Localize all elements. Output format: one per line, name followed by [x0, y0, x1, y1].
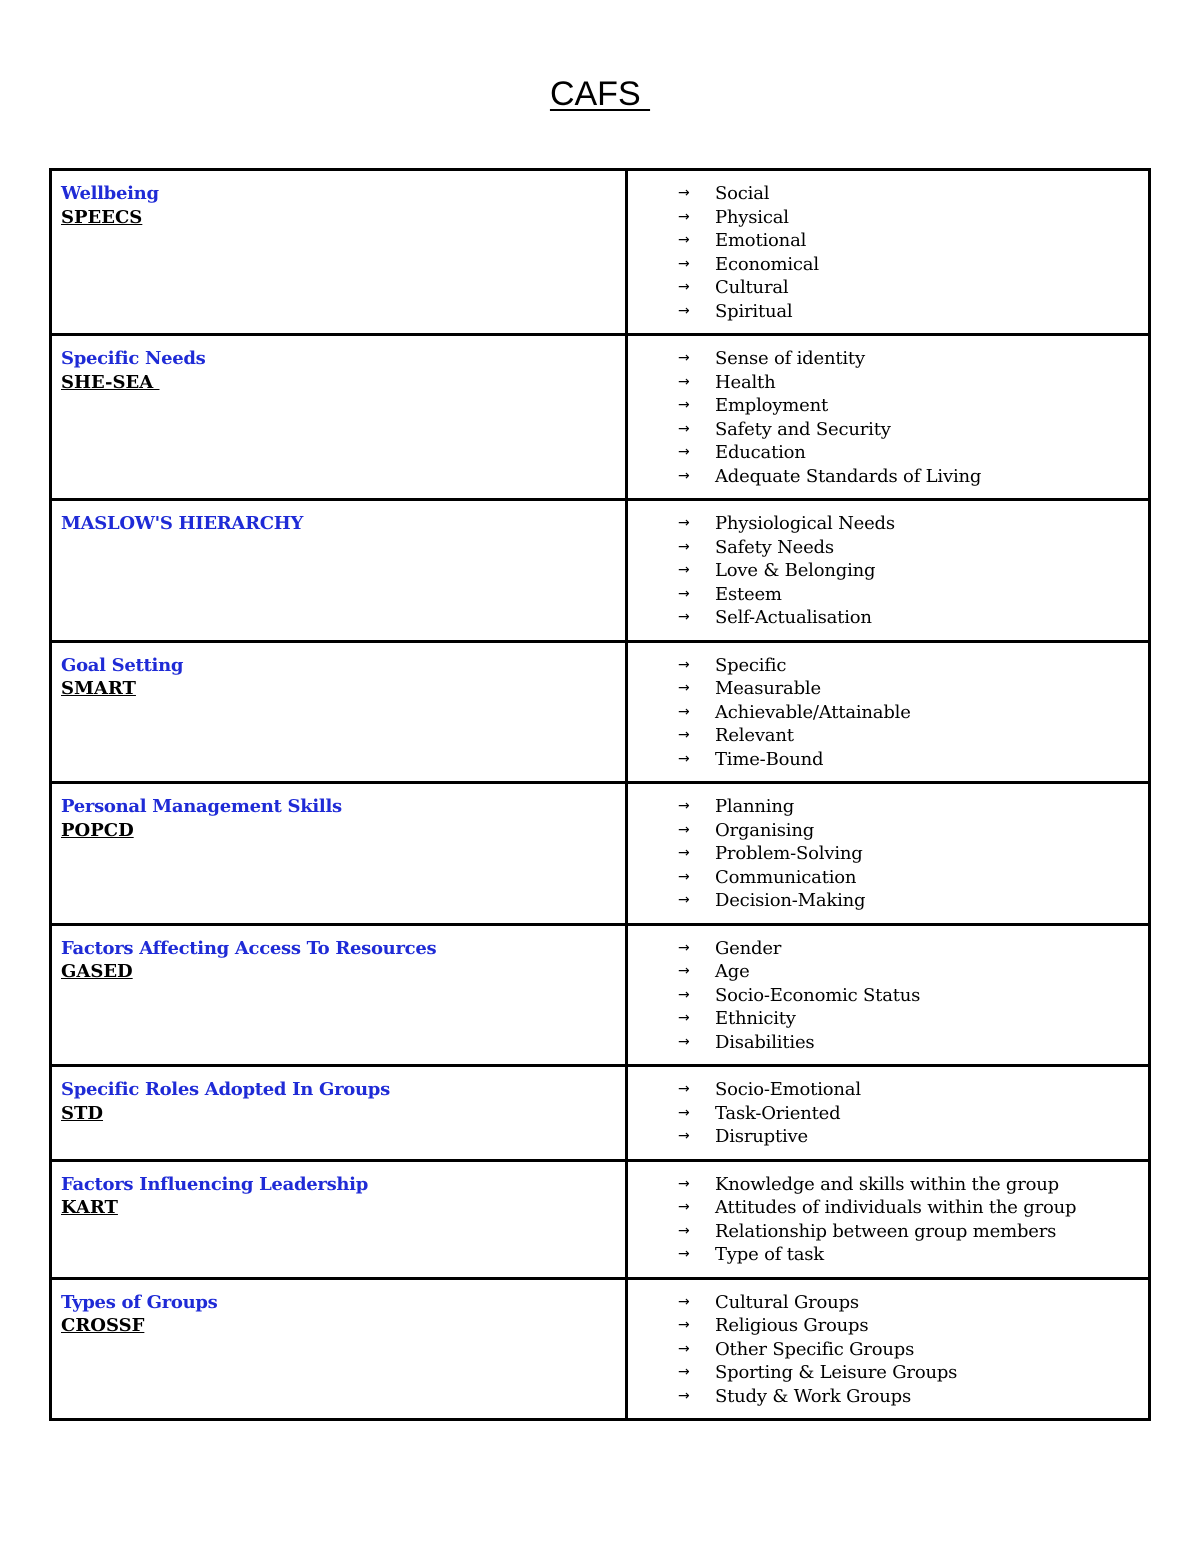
list-item-text: Disabilities: [715, 1031, 815, 1053]
table-row: [51, 500, 1150, 642]
points-cell: [627, 924, 1150, 1066]
topic-cell: [51, 500, 627, 642]
list-item: [678, 1291, 1140, 1315]
topic-heading: Factors Affecting Access To Resources: [61, 937, 437, 959]
list-item: [678, 842, 1140, 866]
arrow-right-icon: →: [678, 727, 690, 743]
table-row: [51, 924, 1150, 1066]
points-list: [637, 1173, 1140, 1267]
arrow-right-icon: →: [678, 1364, 690, 1380]
list-item-text: Task-Oriented: [715, 1102, 841, 1124]
acronym-label: GASED: [61, 961, 133, 982]
topic-cell: [51, 170, 627, 335]
topic-heading: Types of Groups: [61, 1291, 218, 1313]
list-item-text: Adequate Standards of Living: [715, 465, 982, 487]
list-item: [678, 583, 1140, 607]
acronym-label: STD: [61, 1102, 104, 1124]
acronym-label: SPEECS: [61, 206, 143, 228]
topic-heading: Specific Roles Adopted In Groups: [61, 1079, 390, 1100]
arrow-right-icon: →: [678, 703, 690, 720]
list-item-text: Employment: [715, 395, 829, 416]
list-item: [678, 229, 1140, 253]
arrow-right-icon: →: [678, 845, 690, 861]
points-cell: [627, 1066, 1150, 1161]
list-item: [678, 701, 1140, 725]
arrow-right-icon: →: [678, 585, 690, 602]
list-item: [678, 418, 1140, 442]
list-item-text: Problem-Solving: [715, 843, 863, 864]
arrow-right-icon: →: [678, 279, 690, 295]
arrow-right-icon: →: [678, 1340, 690, 1357]
list-item-text: Religious Groups: [715, 1315, 869, 1336]
list-item-text: Safety and Security: [715, 418, 891, 440]
list-item-text: Gender: [715, 937, 782, 959]
list-item: [678, 889, 1140, 913]
points-cell: [627, 500, 1150, 642]
table-row: [51, 1278, 1150, 1420]
list-item: [678, 1385, 1140, 1409]
list-item: [678, 1220, 1140, 1244]
list-item-text: Esteem: [715, 583, 782, 605]
arrow-right-icon: →: [678, 1033, 690, 1050]
arrow-right-icon: →: [678, 515, 690, 531]
arrow-right-icon: →: [678, 350, 690, 366]
topic-heading: Specific Needs: [61, 348, 206, 369]
list-item: [678, 1102, 1140, 1126]
list-item: [678, 371, 1140, 395]
arrow-right-icon: →: [678, 939, 690, 956]
list-item-text: Socio-Emotional: [715, 1079, 861, 1100]
list-item-text: Measurable: [715, 678, 821, 699]
list-item-text: Relevant: [715, 725, 794, 746]
acronym-label: KART: [61, 1197, 118, 1218]
list-item-text: Disruptive: [715, 1126, 808, 1147]
list-item: [678, 394, 1140, 418]
list-item: [678, 512, 1140, 536]
list-item: [678, 1078, 1140, 1102]
list-item: [678, 866, 1140, 890]
list-item: [678, 1125, 1140, 1149]
topic-cell: [51, 1066, 627, 1161]
list-item-text: Safety Needs: [715, 536, 834, 558]
list-item: [678, 960, 1140, 984]
points-cell: [627, 335, 1150, 500]
points-cell: [627, 1160, 1150, 1278]
arrow-right-icon: →: [678, 1317, 690, 1333]
list-item: [678, 748, 1140, 772]
list-item-text: Relationship between group members: [715, 1220, 1057, 1242]
arrow-right-icon: →: [678, 1010, 690, 1026]
arrow-right-icon: →: [678, 1081, 690, 1097]
arrow-right-icon: →: [678, 1246, 690, 1262]
list-item: [678, 984, 1140, 1008]
arrow-right-icon: →: [678, 538, 690, 555]
list-item: [678, 1007, 1140, 1031]
list-item-text: Decision-Making: [715, 890, 866, 911]
list-item: [678, 559, 1140, 583]
list-item-text: Other Specific Groups: [715, 1338, 915, 1360]
list-item-text: Knowledge and skills within the group: [715, 1173, 1059, 1195]
list-item: [678, 1196, 1140, 1220]
topic-cell: [51, 1278, 627, 1420]
list-item: [678, 1031, 1140, 1055]
list-item: [678, 1314, 1140, 1338]
topic-heading: Wellbeing: [61, 183, 159, 204]
list-item-text: Physiological Needs: [715, 513, 895, 534]
page-title: CAFS: [549, 75, 651, 113]
arrow-right-icon: →: [678, 680, 690, 696]
list-item-text: Economical: [715, 253, 819, 275]
arrow-right-icon: →: [678, 986, 690, 1003]
list-item: [678, 536, 1140, 560]
list-item-text: Education: [715, 442, 806, 463]
list-item-text: Physical: [715, 206, 789, 228]
list-item-text: Type of task: [715, 1244, 825, 1265]
arrow-right-icon: →: [678, 798, 690, 814]
list-item: [678, 206, 1140, 230]
list-item-text: Sporting & Leisure Groups: [715, 1362, 958, 1383]
list-item: [678, 347, 1140, 371]
list-item-text: Sense of identity: [715, 348, 865, 369]
list-item-text: Age: [715, 961, 750, 982]
table-row: [51, 1066, 1150, 1161]
points-list: [637, 795, 1140, 913]
topic-cell: [51, 641, 627, 783]
topic-cell: [51, 335, 627, 500]
list-item: [678, 795, 1140, 819]
arrow-right-icon: →: [678, 232, 690, 248]
topic-heading: Goal Setting: [61, 654, 184, 676]
list-item-text: Social: [715, 183, 770, 204]
list-item-text: Love & Belonging: [715, 560, 876, 581]
arrow-right-icon: →: [678, 1293, 690, 1310]
acronym-label: POPCD: [61, 819, 134, 841]
arrow-right-icon: →: [678, 444, 690, 460]
list-item: [678, 276, 1140, 300]
arrow-right-icon: →: [678, 208, 690, 225]
list-item: [678, 1338, 1140, 1362]
acronym-label: SHE-SEA: [61, 371, 160, 393]
arrow-right-icon: →: [678, 750, 690, 767]
list-item-text: Communication: [715, 866, 857, 888]
list-item: [678, 654, 1140, 678]
table-row: [51, 335, 1150, 500]
list-item: [678, 1173, 1140, 1197]
list-item: [678, 724, 1140, 748]
list-item-text: Study & Work Groups: [715, 1385, 912, 1407]
cafs-summary-table: [49, 168, 1151, 1421]
table-row: [51, 783, 1150, 925]
points-cell: [627, 783, 1150, 925]
arrow-right-icon: →: [678, 302, 690, 319]
arrow-right-icon: →: [678, 892, 690, 908]
arrow-right-icon: →: [678, 963, 690, 979]
points-cell: [627, 170, 1150, 335]
list-item-text: Achievable/Attainable: [715, 701, 911, 723]
topic-heading: MASLOW'S HIERARCHY: [61, 513, 304, 534]
list-item: [678, 465, 1140, 489]
arrow-right-icon: →: [678, 185, 690, 201]
list-item-text: Ethnicity: [715, 1008, 796, 1029]
list-item-text: Cultural Groups: [715, 1291, 859, 1313]
arrow-right-icon: →: [678, 397, 690, 413]
points-list: [637, 654, 1140, 772]
list-item: [678, 441, 1140, 465]
acronym-label: CROSSF: [61, 1315, 145, 1336]
arrow-right-icon: →: [678, 255, 690, 272]
topic-cell: [51, 924, 627, 1066]
points-list: [637, 1291, 1140, 1409]
arrow-right-icon: →: [678, 467, 690, 484]
list-item-text: Socio-Economic Status: [715, 984, 921, 1006]
topic-cell: [51, 1160, 627, 1278]
points-list: [637, 182, 1140, 323]
arrow-right-icon: →: [678, 1222, 690, 1239]
arrow-right-icon: →: [678, 821, 690, 838]
list-item-text: Time-Bound: [715, 748, 824, 770]
points-list: [637, 937, 1140, 1055]
points-cell: [627, 641, 1150, 783]
arrow-right-icon: →: [678, 1104, 690, 1121]
list-item-text: Spiritual: [715, 300, 793, 322]
arrow-right-icon: →: [678, 420, 690, 437]
topic-heading: Factors Influencing Leadership: [61, 1173, 369, 1195]
table-row: [51, 641, 1150, 783]
arrow-right-icon: →: [678, 1199, 690, 1215]
list-item: [678, 819, 1140, 843]
list-item-text: Planning: [715, 796, 795, 817]
arrow-right-icon: →: [678, 1175, 690, 1192]
arrow-right-icon: →: [678, 562, 690, 578]
points-list: [637, 1078, 1140, 1149]
list-item-text: Self-Actualisation: [715, 607, 872, 628]
points-cell: [627, 1278, 1150, 1420]
arrow-right-icon: →: [678, 1128, 690, 1144]
topic-heading: Personal Management Skills: [61, 796, 342, 817]
list-item-text: Emotional: [715, 230, 807, 251]
table-row: [51, 1160, 1150, 1278]
arrow-right-icon: →: [678, 868, 690, 885]
acronym-label: SMART: [61, 678, 136, 699]
arrow-right-icon: →: [678, 656, 690, 673]
list-item: [678, 1361, 1140, 1385]
table-body: [51, 170, 1150, 1420]
list-item: [678, 677, 1140, 701]
list-item: [678, 300, 1140, 324]
arrow-right-icon: →: [678, 1387, 690, 1404]
list-item: [678, 937, 1140, 961]
points-list: [637, 512, 1140, 630]
list-item: [678, 253, 1140, 277]
list-item: [678, 606, 1140, 630]
arrow-right-icon: →: [678, 609, 690, 625]
list-item-text: Organising: [715, 819, 815, 841]
list-item-text: Cultural: [715, 277, 789, 298]
list-item-text: Specific: [715, 654, 787, 676]
topic-cell: [51, 783, 627, 925]
list-item-text: Health: [715, 371, 776, 393]
list-item-text: Attitudes of individuals within the group: [715, 1197, 1077, 1218]
points-list: [637, 347, 1140, 488]
list-item: [678, 182, 1140, 206]
arrow-right-icon: →: [678, 373, 690, 390]
list-item: [678, 1243, 1140, 1267]
table-row: [51, 170, 1150, 335]
